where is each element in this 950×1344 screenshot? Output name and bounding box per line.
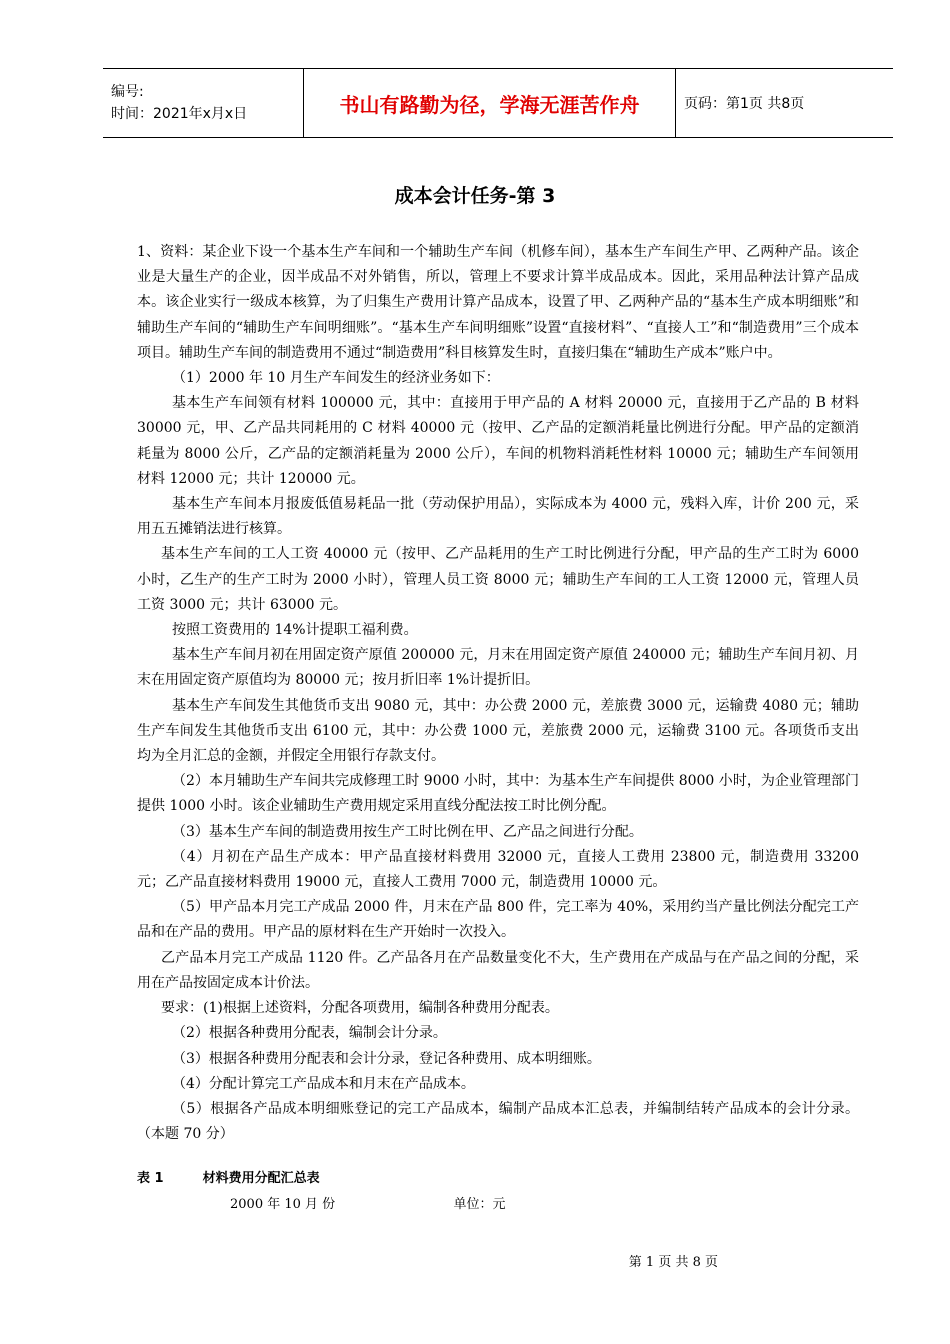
paragraph: 基本生产车间领有材料 100000 元，其中：直接用于甲产品的 A 材料 20000 元，直接用于乙产品的 B 材料 30000 元，甲、乙产品共同耗用的 C 材料 40000 元（按甲、乙产品的定额消耗量比例进行分配。甲产品的定额消耗量为 8000 公斤，乙产品的定额消耗量为 2000 公斤），车间的机物料消耗性材料 10000 元；辅助生产车间领用材料 12000 元；共计 120000 元。 [137,395,859,487]
page-header [103,68,893,138]
table-title: 材料费用分配汇总表 [202,1171,320,1186]
document-title: 成本会计任务-第 3 [394,185,556,207]
paragraph: 基本生产车间月初在用固定资产原值 200000 元，月末在用固定资产原值 240000 元；辅助生产车间月初、月末在用固定资产原值均为 80000 元；按月折旧率 1%计提折旧。 [137,647,859,689]
paragraph: （4）月初在产品生产成本：甲产品直接材料费用 32000 元，直接人工费用 23800 元，制造费用 33200 元；乙产品直接材料费用 19000 元，直接人工费用 7000 元，制造费用 10000 元。 [137,848,859,891]
table-caption [137,1167,320,1186]
page-footer: 第 1 页 共 8 页 [628,1255,718,1270]
paragraph: （2）根据各种费用分配表，编制会计分录。 [172,1025,447,1042]
paragraph: 乙产品本月完工产成品 1120 件。乙产品各月在产品数量变化不大，生产费用在产成品与在产品之间的分配，采用在产品按固定成本计价法。 [137,949,859,991]
paragraph: 1、资料：某企业下设一个基本生产车间和一个辅助生产车间（机修车间），基本生产车间生产甲、乙两种产品。该企业是大量生产的企业，因半成品不对外销售，所以，管理上不要求计算半成品成本。因此，采用品种法计算产品成本。该企业实行一级成本核算，为了归集生产费用计算产品成本，设置了甲、乙两种产品的“基本生产成本明细账”和辅助生产车间的“辅助生产车间明细账”。“基本生产车间明细账”设置“直接材料”、“直接人工”和“制造费用”三个成本项目。辅助生产车间的制造费用不通过“制造费用”科目核算发生时，直接归集在“辅助生产成本”账户中。 [137,244,859,361]
paragraph: （1）2000 年 10 月生产车间发生的经济业务如下： [172,370,500,387]
header-meta [103,69,304,137]
document-body [137,240,859,1147]
paragraph: （3）根据各种费用分配表和会计分录，登记各种费用、成本明细账。 [172,1050,601,1067]
paragraph: 要求：(1)根据上述资料，分配各项费用，编制各种费用分配表。 [161,1000,559,1017]
paragraph: 按照工资费用的 14%计提职工福利费。 [172,622,418,639]
header-page-info: 页码：第1页 共8页 [684,96,805,112]
paragraph: （5）根据各产品成本明细账登记的完工产品成本，编制产品成本汇总表，并编制结转产品成本的会计分录。（本题 70 分） [137,1100,859,1143]
table-subheader [230,1193,505,1212]
document-number-label: 编号: [111,84,144,100]
paragraph: 基本生产车间的工人工资 40000 元（按甲、乙产品耗用的生产工时比例进行分配，甲产品的生产工时为 6000 小时，乙生产的生产工时为 2000 小时），管理人员工资 8000 元；辅助生产车间的工人工资 12000 元，管理人员工资 3000 元；共计 63000 元。 [137,546,859,613]
table-period: 2000 年 10 月 份 [230,1197,336,1212]
header-motto: 书山有路勤为径，学海无涯苦作舟 [304,69,676,137]
table-number: 表 1 [137,1171,164,1186]
paragraph: 基本生产车间本月报废低值易耗品一批（劳动保护用品），实际成本为 4000 元，残料入库，计价 200 元，采用五五摊销法进行核算。 [137,496,859,538]
paragraph: （2）本月辅助生产车间共完成修理工时 9000 小时，其中：为基本生产车间提供 8000 小时，为企业管理部门提供 1000 小时。该企业辅助生产费用规定采用直线分配法按工时比例分配。 [137,773,859,815]
table-unit: 单位：元 [453,1197,506,1212]
document-date: 时间：2021年x月x日 [111,106,248,122]
paragraph: （5）甲产品本月完工产成品 2000 件，月末在产品 800 件，完工率为 40%，采用约当产量比例法分配完工产品和在产品的费用。甲产品的原材料在生产开始时一次投入。 [137,899,859,941]
paragraph: 基本生产车间发生其他货币支出 9080 元，其中：办公费 2000 元，差旅费 3000 元，运输费 4080 元；辅助生产车间发生其他货币支出 6100 元，其中：办公费 1000 元，差旅费 2000 元，运输费 3100 元。各项货币支出均为全月汇总的金额，并假定全用银行存款支付。 [137,697,859,765]
paragraph: （3）基本生产车间的制造费用按生产工时比例在甲、乙产品之间进行分配。 [172,823,643,840]
paragraph: （4）分配计算完工产品成本和月末在产品成本。 [172,1075,475,1092]
